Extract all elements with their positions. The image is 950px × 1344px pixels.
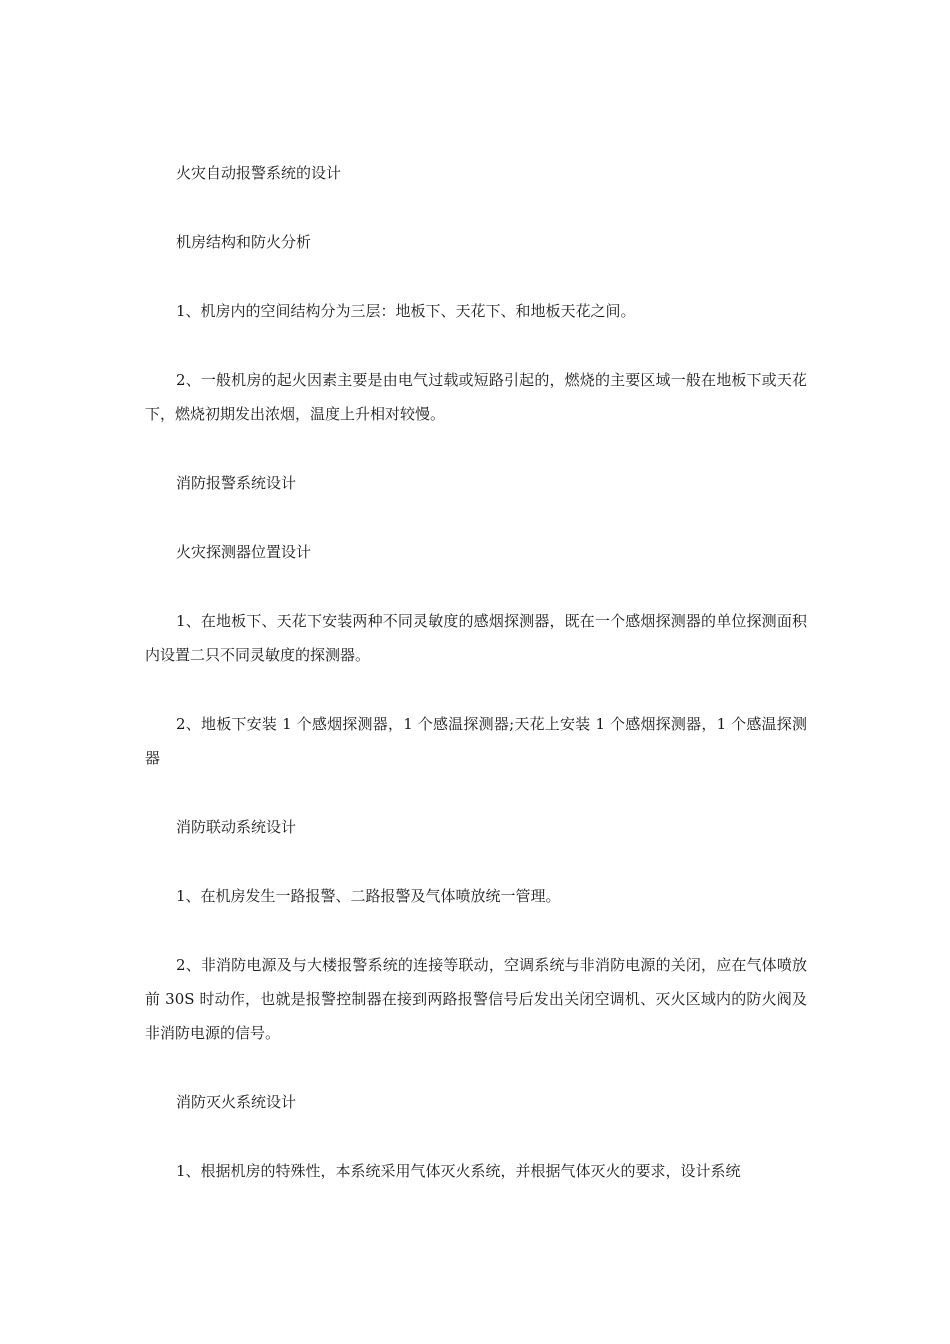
section-title-extinguishing-system: 消防灭火系统设计 xyxy=(176,1093,297,1111)
section-title-linkage-system: 消防联动系统设计 xyxy=(176,818,297,836)
paragraph: 2、地板下安装 1 个感烟探测器，1 个感温探测器;天花上安装 1 个感烟探测器，1 个感温探测器 xyxy=(145,715,807,767)
section-title-room-structure: 机房结构和防火分析 xyxy=(176,233,312,251)
paragraph: 1、在地板下、天花下安装两种不同灵敏度的感烟探测器，既在一个感烟探测器的单位探测面积内设置二只不同灵敏度的探测器。 xyxy=(145,612,807,664)
paragraph: 1、机房内的空间结构分为三层：地板下、天花下、和地板天花之间。 xyxy=(176,302,636,320)
paragraph: 2、一般机房的起火因素主要是由电气过载或短路引起的，燃烧的主要区域一般在地板下或天花下，燃烧初期发出浓烟，温度上升相对较慢。 xyxy=(145,371,807,423)
paragraph: 1、在机房发生一路报警、二路报警及气体喷放统一管理。 xyxy=(176,887,561,905)
document-body xyxy=(145,156,807,1223)
section-title-fire-alarm-design: 火灾自动报警系统的设计 xyxy=(176,164,342,182)
section-title-detector-position: 火灾探测器位置设计 xyxy=(176,543,312,561)
paragraph: 1、根据机房的特殊性，本系统采用气体灭火系统，并根据气体灭火的要求，设计系统 xyxy=(176,1162,741,1180)
section-title-alarm-system: 消防报警系统设计 xyxy=(176,474,297,492)
paragraph: 2、非消防电源及与大楼报警系统的连接等联动，空调系统与非消防电源的关闭，应在气体喷放前 30S 时动作，也就是报警控制器在接到两路报警信号后发出关闭空调机、灭火区域内的防火阀及非消防电源的信号。 xyxy=(145,956,807,1042)
